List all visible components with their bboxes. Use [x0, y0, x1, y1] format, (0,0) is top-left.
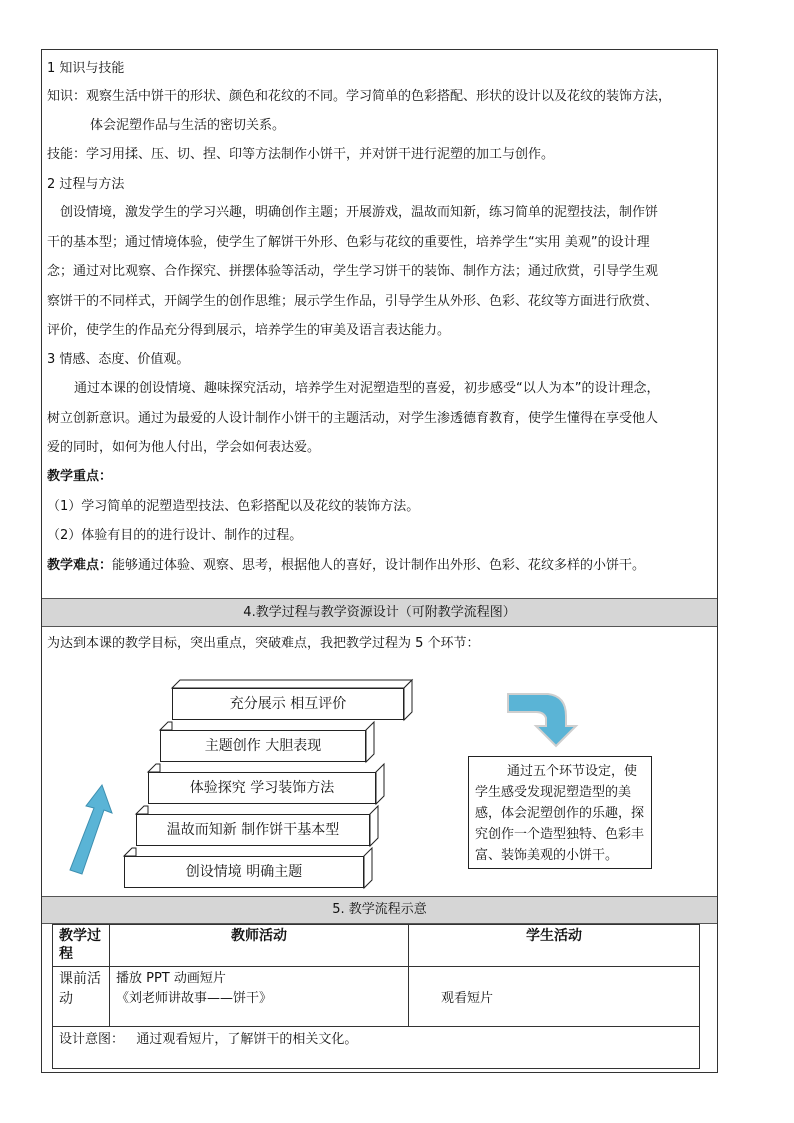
process-line: 念；通过对比观察、合作探究、拼摆体验等活动，学生学习饼干的装饰、制作方法；通过欣赏，引导学生观: [47, 264, 659, 279]
up-arrow-icon: [70, 785, 112, 874]
process-line: 干的基本型；通过情境体验，使学生了解饼干外形、色彩与花纹的重要性，培养学生“实用 美观”的设计理: [47, 235, 650, 250]
difficulty-label: 教学难点：: [47, 558, 113, 573]
step-4: 主题创作 大胆表现: [160, 730, 366, 762]
teacher-line-2: 《刘老师讲故事——饼干》: [116, 991, 273, 1006]
skill-line: 技能：学习用揉、压、切、捏、印等方法制作小饼干，并对饼干进行泥塑的加工与创作。: [47, 147, 555, 162]
header-stage: 教学过程: [53, 925, 110, 967]
header-student: 学生活动: [409, 925, 700, 967]
intent-text: 通过观看短片，了解饼干的相关文化。: [136, 1032, 358, 1047]
section5-title: 5. 教学流程示意: [332, 902, 427, 917]
emotion-line: 爱的同时，如何为他人付出，学会如何表达爱。: [47, 440, 321, 455]
key-point-item: （1）学习简单的泥塑造型技法、色彩搭配以及花纹的装饰方法。: [47, 499, 420, 514]
process-line: 察饼干的不同样式，开阔学生的创作思维；展示学生作品，引导学生从外形、色彩、花纹等方面进行欣赏、: [47, 294, 659, 309]
process-line: 创设情境，激发学生的学习兴趣，明确创作主题；开展游戏，温故而知新，练习简单的泥塑技法，制作饼: [60, 205, 659, 220]
note-text: 通过五个环节设定，使学生感受发现泥塑造型的美感，体会泥塑创作的乐趣，探究创作一个造型独特、色彩丰富、装饰美观的小饼干。: [475, 764, 645, 863]
step-3: 体验探究 学习装饰方法: [148, 772, 376, 804]
header-teacher: 教师活动: [110, 925, 409, 967]
section5-title-band: [42, 896, 717, 924]
note-box: [468, 756, 652, 869]
difficulty-text: 能够通过体验、观察、思考，根据他人的喜好，设计制作出外形、色彩、花纹多样的小饼干。: [112, 558, 646, 573]
emotion-heading: 3 情感、态度、价值观。: [47, 352, 190, 367]
step-1: 创设情境 明确主题: [124, 856, 364, 888]
section4-title: 4.教学过程与教学资源设计（可附教学流程图）: [243, 605, 516, 620]
teacher-cell: [110, 967, 409, 1027]
stage-cell: 课前活动: [53, 967, 110, 1027]
teacher-line-1: 播放 PPT 动画短片: [116, 971, 226, 986]
knowledge-line-2: 体会泥塑作品与生活的密切关系。: [90, 118, 286, 133]
intent-label: 设计意图：: [59, 1032, 125, 1047]
key-point-item: （2）体验有目的的进行设计、制作的过程。: [47, 528, 303, 543]
intent-cell: [53, 1027, 700, 1069]
step-5: 充分展示 相互评价: [172, 688, 404, 720]
key-points-label: 教学重点：: [47, 469, 113, 484]
skills-heading: 1 知识与技能: [47, 61, 125, 76]
student-cell: 观看短片: [409, 967, 700, 1027]
section4-intro: 为达到本课的教学目标，突出重点，突破难点，我把教学过程为 5 个环节：: [47, 636, 480, 651]
flow-table: [52, 924, 700, 1069]
process-line: 评价，使学生的作品充分得到展示，培养学生的审美及语言表达能力。: [47, 323, 451, 338]
process-heading: 2 过程与方法: [47, 177, 125, 192]
step-2: 温故而知新 制作饼干基本型: [136, 814, 370, 846]
knowledge-line-1: 知识：观察生活中饼干的形状、颜色和花纹的不同。学习简单的色彩搭配、形状的设计以及花纹的装饰方法，: [47, 89, 672, 104]
emotion-line: 树立创新意识。通过为最爱的人设计制作小饼干的主题活动，对学生渗透德育教育，使学生懂得在享受他人: [47, 411, 659, 426]
curved-arrow-icon: [508, 694, 576, 746]
emotion-line: 通过本课的创设情境、趣味探究活动，培养学生对泥塑造型的喜爱，初步感受“以人为本”的设计理念，: [74, 381, 660, 396]
